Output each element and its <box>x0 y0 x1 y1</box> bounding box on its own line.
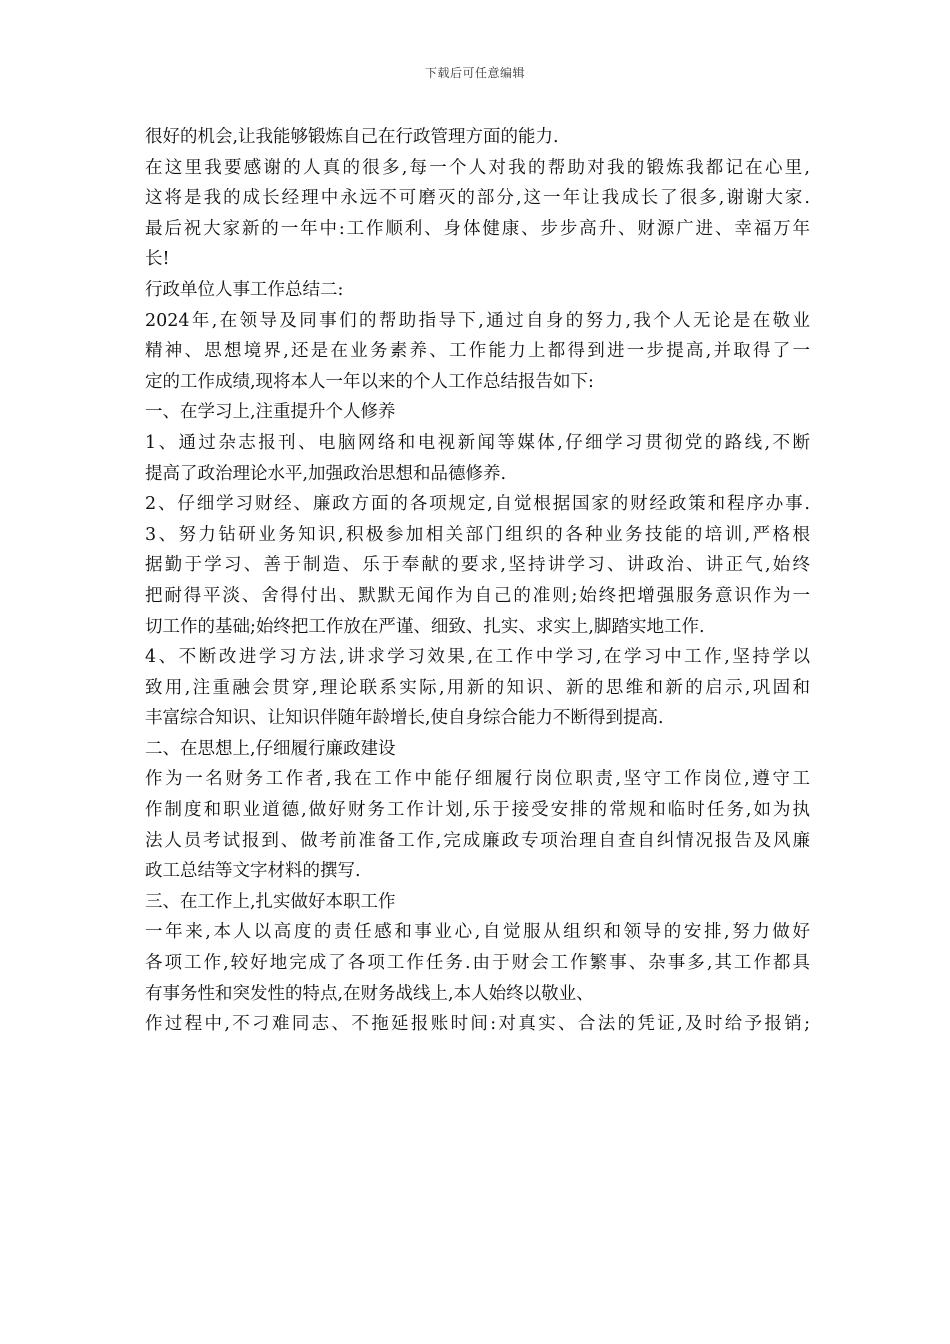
text-line: 在这里我要感谢的人真的很多,每一个人对我的帮助对我的锻炼我都记在心里, <box>145 157 810 178</box>
document-body <box>145 122 810 1040</box>
text-line: 政工总结等文字材料的撰写. <box>145 861 361 882</box>
text-line: 作过程中,不刁难同志、不拖延报账时间:对真实、合法的凭证,及时给予报销; <box>145 1014 810 1035</box>
text-line: 这将是我的成长经理中永远不可磨灭的部分,这一年让我成长了很多,谢谢大家. <box>145 188 810 209</box>
text-line: 一年来,本人以高度的责任感和事业心,自觉服从组织和领导的安排,努力做好 <box>145 922 810 943</box>
text-line: 丰富综合知识、让知识伴随年龄增长,使自身综合能力不断得到提高. <box>145 708 664 729</box>
text-line: 很好的机会,让我能够锻炼自己在行政管理方面的能力. <box>145 127 559 147</box>
text-line: 作为一名财务工作者,我在工作中能仔细履行岗位职责,坚守工作岗位,遵守工 <box>145 769 810 790</box>
text-line: 提高了政治理论水平,加强政治思想和品德修养. <box>145 463 507 484</box>
text-line: 4、不断改进学习方法,讲求学习效果,在工作中学习,在学习中工作,坚持学以 <box>145 647 810 668</box>
page-header: 下载后可任意编辑 <box>424 66 525 80</box>
text-line: 3、努力钻研业务知识,积极参加相关部门组织的各种业务技能的培训,严格根 <box>145 524 810 545</box>
text-line: 一、在学习上,注重提升个人修养 <box>145 402 396 423</box>
text-line: 三、在工作上,扎实做好本职工作 <box>145 891 396 912</box>
text-line: 有事务性和突发性的特点,在财务战线上,本人始终以敬业、 <box>145 983 594 1004</box>
text-line: 据勤于学习、善于制造、乐于奉献的要求,坚持讲学习、讲政治、讲正气,始终 <box>145 555 810 576</box>
text-line: 行政单位人事工作总结二: <box>145 279 344 300</box>
text-line: 切工作的基础;始终把工作放在严谨、细致、扎实、求实上,脚踏实地工作. <box>145 616 705 637</box>
text-line: 把耐得平淡、舍得付出、默默无闻作为自己的准则;始终把增强服务意识作为一 <box>145 585 810 606</box>
text-line: 致用,注重融会贯穿,理论联系实际,用新的知识、新的思维和新的启示,巩固和 <box>145 677 810 698</box>
text-line: 最后祝大家新的一年中:工作顺利、身体健康、步步高升、财源广进、幸福万年 <box>145 218 810 239</box>
text-line: 作制度和职业道德,做好财务工作计划,乐于接受安排的常规和临时任务,如为执 <box>145 800 810 821</box>
text-line: 长! <box>145 249 170 270</box>
text-line: 2、仔细学习财经、廉政方面的各项规定,自觉根据国家的财经政策和程序办事. <box>145 494 810 515</box>
text-line: 定的工作成绩,现将本人一年以来的个人工作总结报告如下: <box>145 371 594 392</box>
text-line: 二、在思想上,仔细履行廉政建设 <box>145 738 396 759</box>
text-line: 精神、思想境界,还是在业务素养、工作能力上都得到进一步提高,并取得了一 <box>145 341 810 362</box>
text-line: 法人员考试报到、做考前准备工作,完成廉政专项治理自查自纠情况报告及风廉 <box>145 830 810 851</box>
text-line: 1、通过杂志报刊、电脑网络和电视新闻等媒体,仔细学习贯彻党的路线,不断 <box>145 432 810 453</box>
text-line: 2024年,在领导及同事们的帮助指导下,通过自身的努力,我个人无论是在敬业 <box>145 310 810 331</box>
text-line: 各项工作,较好地完成了各项工作任务.由于财会工作繁事、杂事多,其工作都具 <box>145 953 810 974</box>
